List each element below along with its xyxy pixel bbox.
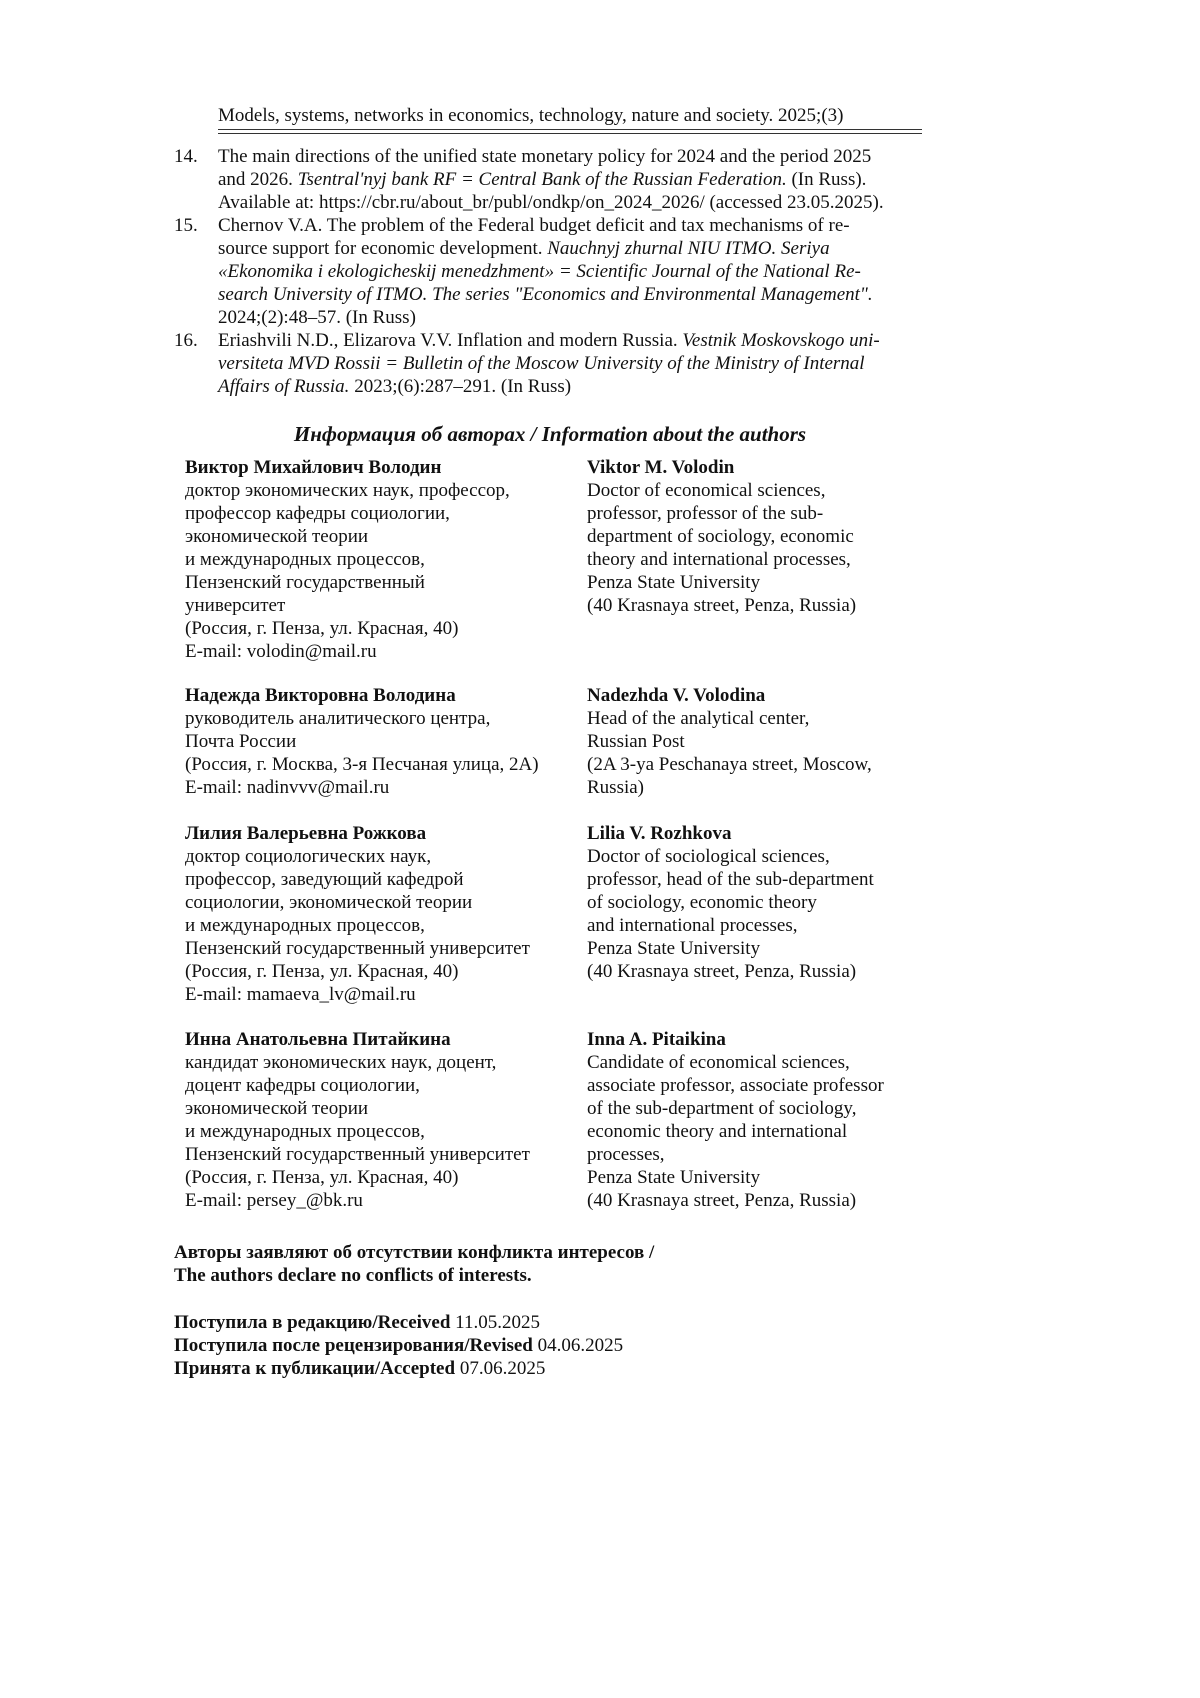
author-ru-line: социологии, экономической теории (185, 892, 473, 913)
author-en-line: Russia) (587, 777, 644, 798)
author-en-column (587, 822, 927, 983)
reference-line (218, 214, 926, 237)
author-en-line: of the sub-department of sociology, (587, 1098, 857, 1119)
reference-source-italic: Vestnik Moskovskogo uni- (682, 330, 880, 351)
reference-source-italic: Tsentral'nyj bank RF = Central Bank of the Russian Federation. (297, 169, 787, 190)
author-ru-line: E-mail: mamaeva_lv@mail.ru (185, 984, 416, 1005)
author-en-column (587, 684, 927, 799)
author-ru-line: кандидат экономических наук, доцент, (185, 1052, 497, 1073)
author-ru-column (185, 456, 575, 663)
author-en-column (587, 456, 927, 617)
author-ru-line: E-mail: volodin@mail.ru (185, 641, 377, 662)
reference-item (174, 329, 926, 398)
conflict-statement (174, 1241, 654, 1287)
author-ru-column (185, 822, 575, 1006)
author-en-column (587, 1028, 927, 1212)
author-en-line: processes, (587, 1144, 665, 1165)
author-en-line: Penza State University (587, 938, 761, 959)
reference-segment: Eriashvili N.D., Elizarova V.V. Inflation and modern Russia. (218, 330, 683, 351)
author-ru-line: Пензенский государственный университет (185, 938, 530, 959)
author-ru-name: Инна Анатольевна Питайкина (185, 1029, 451, 1050)
author-ru-line: экономической теории (185, 1098, 369, 1119)
author-ru-line: профессор, заведующий кафедрой (185, 869, 464, 890)
accepted-value: 07.06.2025 (459, 1358, 546, 1379)
author-ru-line: руководитель аналитического центра, (185, 708, 491, 729)
author-ru-details (185, 479, 575, 663)
reference-source-italic: «Ekonomika i ekologicheskij menedzhment» = Scientific Journal of the National Re- (218, 261, 861, 282)
author-en-name: Nadezhda V. Volodina (587, 685, 766, 706)
author-ru-line: доктор экономических наук, профессор, (185, 480, 510, 501)
reference-line (218, 191, 926, 214)
author-ru-name: Надежда Викторовна Володина (185, 685, 456, 706)
author-en-line: and international processes, (587, 915, 798, 936)
reference-text (218, 329, 926, 398)
publication-dates (174, 1311, 623, 1380)
author-ru-details (185, 1051, 575, 1212)
author-ru-line: Пензенский государственный (185, 572, 425, 593)
author-ru-line: E-mail: nadinvvv@mail.ru (185, 777, 390, 798)
reference-line (218, 375, 926, 398)
author-en-line: Candidate of economical sciences, (587, 1052, 850, 1073)
author-ru-details (185, 707, 575, 799)
reference-segment: source support for economic development. (218, 238, 548, 259)
author-ru-line: и международных процессов, (185, 1121, 425, 1142)
reference-item (174, 214, 926, 329)
reference-number: 15. (174, 215, 198, 236)
author-en-line: economic theory and international (587, 1121, 848, 1142)
author-en-line: (40 Krasnaya street, Penza, Russia) (587, 595, 857, 616)
received-value: 11.05.2025 (455, 1312, 540, 1333)
author-en-line: (2A 3-ya Peschanaya street, Moscow, (587, 754, 872, 775)
author-en-line: Head of the analytical center, (587, 708, 810, 729)
author-en-line: Doctor of economical sciences, (587, 480, 826, 501)
reference-line (218, 283, 926, 306)
reference-source-italic: Nauchnyj zhurnal NIU ITMO. Seriya (547, 238, 830, 259)
reference-text (218, 214, 926, 329)
author-en-line: (40 Krasnaya street, Penza, Russia) (587, 961, 857, 982)
author-en-name: Viktor M. Volodin (587, 457, 735, 478)
reference-segment: 2023;(6):287–291. (In Russ) (349, 376, 572, 397)
author-en-name: Inna A. Pitaikina (587, 1029, 726, 1050)
author-ru-line: (Россия, г. Пенза, ул. Красная, 40) (185, 1167, 459, 1188)
revised-value: 04.06.2025 (537, 1335, 624, 1356)
reference-number: 14. (174, 146, 198, 167)
author-ru-details (185, 845, 575, 1006)
author-en-line: department of sociology, economic (587, 526, 854, 547)
author-en-details (587, 707, 927, 799)
author-ru-line: университет (185, 595, 286, 616)
author-en-line: associate professor, associate professor (587, 1075, 884, 1096)
reference-line (218, 168, 926, 191)
reference-segment: (In Russ). (786, 169, 867, 190)
running-header: Models, systems, networks in economics, technology, nature and society. 2025;(3) (218, 105, 844, 126)
author-ru-line: профессор кафедры социологии, (185, 503, 450, 524)
revised-label: Поступила после рецензирования/Revised (174, 1335, 533, 1356)
received-date-row (174, 1311, 623, 1334)
author-en-line: professor, professor of the sub- (587, 503, 824, 524)
reference-line (218, 352, 926, 375)
authors-heading: Информация об авторах / Information about the authors (293, 422, 807, 446)
reference-line (218, 237, 926, 260)
reference-source-italic: search University of ITMO. The series "Economics and Environmental Management". (218, 284, 873, 305)
reference-segment: Available at: https://cbr.ru/about_br/publ/ondkp/on_2024_2026/ (accessed 23.05.2025). (218, 192, 884, 213)
author-ru-column (185, 1028, 575, 1212)
author-en-line: professor, head of the sub-department (587, 869, 874, 890)
author-en-details (587, 1051, 927, 1212)
author-en-line: (40 Krasnaya street, Penza, Russia) (587, 1190, 857, 1211)
reference-line (218, 329, 926, 352)
author-en-line: Doctor of sociological sciences, (587, 846, 830, 867)
author-en-line: Russian Post (587, 731, 685, 752)
author-ru-name: Виктор Михайлович Володин (185, 457, 442, 478)
author-ru-line: Пензенский государственный университет (185, 1144, 530, 1165)
reference-segment: Chernov V.A. The problem of the Federal budget deficit and tax mechanisms of re- (218, 215, 850, 236)
author-ru-name: Лилия Валерьевна Рожкова (185, 823, 427, 844)
reference-text (218, 145, 926, 214)
accepted-date-row (174, 1357, 623, 1380)
reference-segment: and 2026. (218, 169, 298, 190)
reference-segment: The main directions of the unified state monetary policy for 2024 and the period 2025 (218, 146, 872, 167)
reference-line (218, 260, 926, 283)
reference-line (218, 145, 926, 168)
conflict-line-en: The authors declare no conflicts of interests. (174, 1265, 532, 1286)
author-ru-line: доцент кафедры социологии, (185, 1075, 420, 1096)
author-en-line: Penza State University (587, 1167, 761, 1188)
author-ru-line: (Россия, г. Москва, 3-я Песчаная улица, 2А) (185, 754, 539, 775)
author-en-line: Penza State University (587, 572, 761, 593)
author-ru-line: и международных процессов, (185, 915, 425, 936)
author-en-name: Lilia V. Rozhkova (587, 823, 732, 844)
author-ru-line: доктор социологических наук, (185, 846, 432, 867)
accepted-label: Принята к публикации/Accepted (174, 1358, 456, 1379)
author-en-line: theory and international processes, (587, 549, 851, 570)
revised-date-row (174, 1334, 623, 1357)
author-en-details (587, 479, 927, 617)
header-rule-top (218, 129, 922, 130)
author-ru-line: экономической теории (185, 526, 369, 547)
author-ru-column (185, 684, 575, 799)
conflict-line-ru: Авторы заявляют об отсутствии конфликта интересов / (174, 1242, 655, 1263)
author-en-details (587, 845, 927, 983)
author-ru-line: (Россия, г. Пенза, ул. Красная, 40) (185, 618, 459, 639)
received-label: Поступила в редакцию/Received (174, 1312, 451, 1333)
reference-line (218, 306, 926, 329)
reference-item (174, 145, 926, 214)
reference-source-italic: Affairs of Russia. (218, 376, 350, 397)
author-ru-line: и международных процессов, (185, 549, 425, 570)
author-ru-line: Почта России (185, 731, 297, 752)
author-en-line: of sociology, economic theory (587, 892, 817, 913)
author-ru-line: E-mail: persey_@bk.ru (185, 1190, 363, 1211)
author-ru-line: (Россия, г. Пенза, ул. Красная, 40) (185, 961, 459, 982)
header-rule-bottom (218, 133, 922, 134)
reference-source-italic: versiteta MVD Rossii = Bulletin of the Moscow University of the Ministry of Internal (218, 353, 865, 374)
reference-number: 16. (174, 330, 198, 351)
reference-segment: 2024;(2):48–57. (In Russ) (218, 307, 416, 328)
reference-list (174, 145, 926, 398)
